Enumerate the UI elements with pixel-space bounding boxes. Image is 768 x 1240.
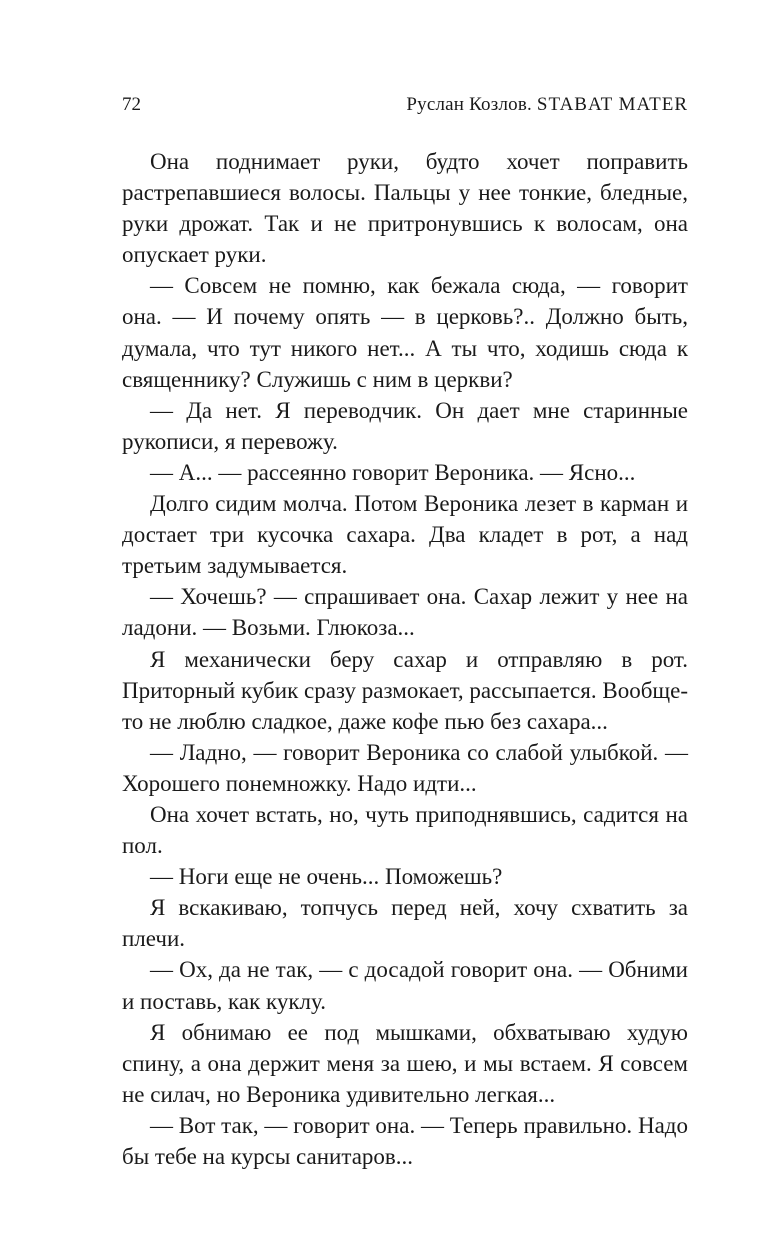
running-title <box>406 94 688 116</box>
paragraph: — Да нет. Я переводчик. Он дает мне старинные рукописи, я перевожу. <box>122 397 688 454</box>
paragraph: — Хочешь? — спрашивает она. Сахар лежит у нее на ладони. — Возьми. Глюкоза... <box>122 584 688 641</box>
author-name: Руслан Козлов. <box>406 94 532 115</box>
paragraph: — А... — рассеянно говорит Вероника. — Ясно... <box>150 459 636 485</box>
page-number: 72 <box>122 94 141 115</box>
paragraph: Я механически беру сахар и отправляю в рот. Приторный кубик сразу размокает, рассыпается. Вообще-то не люблю сладкое, даже кофе пью без сахара... <box>122 646 688 734</box>
paragraph: Долго сидим молча. Потом Вероника лезет в карман и достает три кусочка сахара. Два кладет в рот, а над третьим задумывается. <box>122 491 688 579</box>
running-head <box>122 94 688 118</box>
paragraph: — Ох, да не так, — с досадой говорит она. — Обними и поставь, как куклу. <box>122 957 688 1014</box>
paragraph: Я обнимаю ее под мышками, обхватываю худую спину, а она держит меня за шею, и мы встаем. Я совсем не силач, но Вероника удивительно легкая... <box>122 1019 688 1107</box>
paragraph: — Ноги еще не очень... Поможешь? <box>150 864 503 890</box>
paragraph: — Ладно, — говорит Вероника со слабой улыбкой. — Хорошего понемножку. Надо идти... <box>122 739 688 796</box>
body-text <box>122 146 688 1172</box>
paragraph: — Вот так, — говорит она. — Теперь правильно. Надо бы тебе на курсы санитаров... <box>122 1112 688 1169</box>
paragraph: Она хочет встать, но, чуть приподнявшись, садится на пол. <box>122 801 688 859</box>
work-title: STABAT MATER <box>536 94 688 115</box>
paragraph: Она поднимает руки, будто хочет поправить растрепавшиеся волосы. Пальцы у нее тонкие, бледные, руки дрожат. Так и не притронувшись к волосам, она опускает руки. <box>122 149 688 268</box>
paragraph: — Совсем не помню, как бежала сюда, — говорит она. — И почему опять — в церковь?.. Должно быть, думала, что тут никого нет... А ты что, ходишь сюда к священнику? Служишь с ним в церкви? <box>122 273 688 392</box>
paragraph: Я вскакиваю, топчусь перед ней, хочу схватить за плечи. <box>122 895 688 952</box>
